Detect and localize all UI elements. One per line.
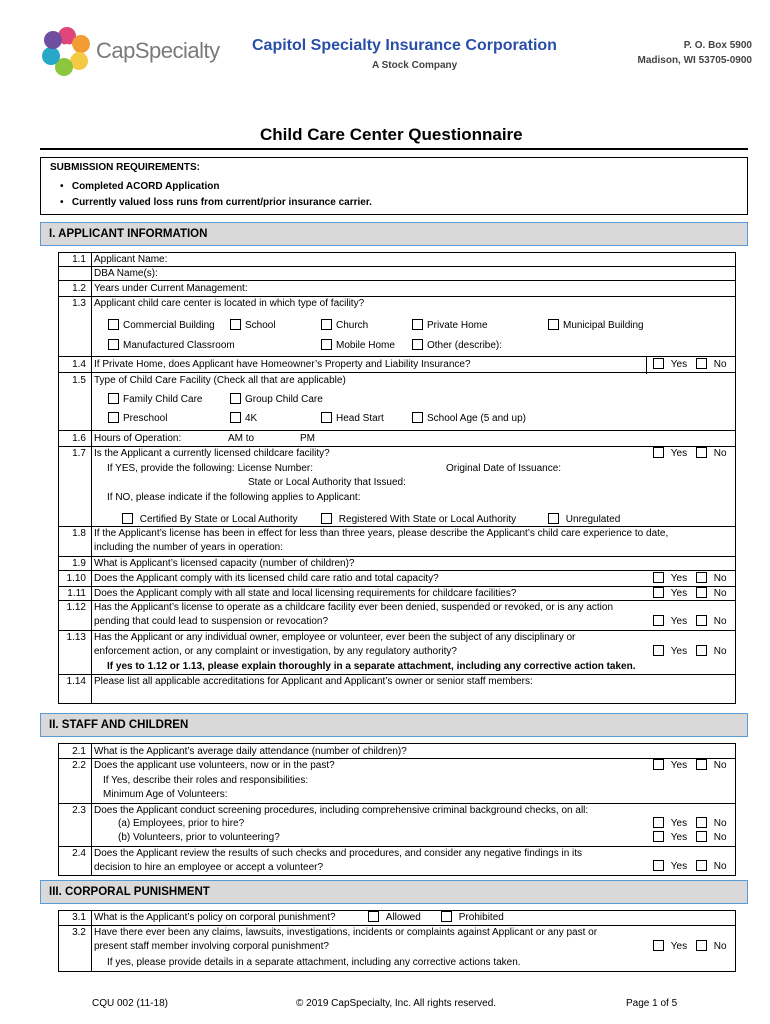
q3-2-no[interactable]: No — [696, 940, 727, 954]
facility-option[interactable]: Mobile Home — [321, 339, 395, 353]
q1-7-label: Is the Applicant a currently licensed childcare facility? — [94, 448, 330, 459]
care-type-option[interactable]: Family Child Care — [108, 393, 202, 407]
q1-10-label: Does the Applicant comply with its licensed child care ratio and total capacity? — [94, 573, 439, 584]
section-corporal-punishment: III. CORPORAL PUNISHMENT — [40, 880, 748, 904]
q2-3b-no[interactable]: No — [696, 831, 727, 845]
q1-12-yes[interactable]: Yes — [653, 615, 687, 629]
care-type-option[interactable]: Preschool — [108, 412, 167, 426]
q2-4-label: Does the Applicant review the results of such checks and procedures, and consider any negative findings in its — [94, 848, 583, 859]
if-no-label: If NO, please indicate if the following applies to Applicant: — [107, 492, 361, 503]
q1-14-label: Please list all applicable accreditations for Applicant and Applicant’s owner or senior staff members: — [94, 676, 533, 687]
dba-label: DBA Name(s): — [94, 268, 158, 279]
q2-3a-yes[interactable]: Yes — [653, 817, 687, 831]
q2-3b-yes[interactable]: Yes — [653, 831, 687, 845]
care-type-option[interactable]: School Age (5 and up) — [412, 412, 526, 426]
q1-7-yes[interactable]: Yes — [653, 447, 687, 461]
facility-option[interactable]: Other (describe): — [412, 339, 502, 353]
cert-option[interactable]: Certified By State or Local Authority — [122, 513, 298, 527]
logo-flower-icon — [42, 26, 92, 76]
q2-4-no[interactable]: No — [696, 860, 727, 874]
am-to: AM to — [228, 433, 255, 444]
checkbox[interactable] — [108, 339, 119, 350]
q1-9-label: What is Applicant’s licensed capacity (number of children)? — [94, 558, 355, 569]
checkbox[interactable] — [548, 319, 559, 330]
q1-6-label: Hours of Operation: — [94, 433, 182, 444]
q1-5-label: Type of Child Care Facility (Check all that are applicable) — [94, 375, 346, 386]
allowed-option[interactable]: Allowed — [368, 911, 421, 925]
section-staff-children: II. STAFF AND CHILDREN — [40, 713, 748, 737]
checkbox[interactable] — [412, 339, 423, 350]
q2-1-label: What is the Applicant’s average daily attendance (number of children)? — [94, 746, 407, 757]
cert-option[interactable]: Registered With State or Local Authority — [321, 513, 516, 527]
q2-3a-no[interactable]: No — [696, 817, 727, 831]
q2-3-label: Does the Applicant conduct screening procedures, including comprehensive criminal background checks, on all: — [94, 805, 589, 816]
facility-option[interactable]: School — [230, 319, 276, 333]
q1-4-yes[interactable]: Yes — [653, 358, 687, 372]
page-number: Page 1 of 5 — [626, 998, 678, 1009]
q2-2-no[interactable]: No — [696, 759, 727, 773]
q1-11-no[interactable]: No — [696, 587, 727, 601]
q1-12-no[interactable]: No — [696, 615, 727, 629]
q1-8-label: If the Applicant’s license has been in effect for less than three years, please describe the Applicant’s child care experience to date, — [94, 528, 669, 539]
checkbox[interactable] — [230, 319, 241, 330]
q3-2-label: Have there ever been any claims, lawsuits, investigations, incidents or complaints against Applicant or any past or — [94, 927, 598, 938]
original-date-label: Original Date of Issuance: — [446, 463, 562, 474]
explain-note: If yes to 1.12 or 1.13, please explain thoroughly in a separate attachment, including any corrective action taken. — [107, 661, 636, 672]
section-applicant-info: I. APPLICANT INFORMATION — [40, 222, 748, 246]
q1-10-yes[interactable]: Yes — [653, 572, 687, 586]
q1-10-no[interactable]: No — [696, 572, 727, 586]
checkbox[interactable] — [108, 319, 119, 330]
license-number-label: If YES, provide the following: License Number: — [107, 463, 314, 474]
checkbox[interactable] — [321, 319, 332, 330]
facility-option[interactable]: Manufactured Classroom — [108, 339, 235, 353]
copyright: © 2019 CapSpecialty, Inc. All rights reserved. — [296, 998, 497, 1009]
q3-2-yes[interactable]: Yes — [653, 940, 687, 954]
company-subtitle: A Stock Company — [372, 60, 458, 71]
prohibited-option[interactable]: Prohibited — [441, 911, 504, 925]
q1-4-no[interactable]: No — [696, 358, 727, 372]
q3-1-label: What is the Applicant’s policy on corporal punishment? — [94, 912, 336, 923]
facility-option[interactable]: Municipal Building — [548, 319, 644, 333]
checkbox[interactable] — [321, 339, 332, 350]
q2-2-yes[interactable]: Yes — [653, 759, 687, 773]
title-rule — [40, 148, 748, 150]
logo — [42, 26, 92, 76]
q1-13-no[interactable]: No — [696, 645, 727, 659]
checkbox[interactable] — [412, 319, 423, 330]
submission-item: • Currently valued loss runs from current/prior insurance carrier. — [60, 197, 372, 208]
q1-2-label: Years under Current Management: — [94, 283, 248, 294]
address-line-1: P. O. Box 5900 — [683, 40, 752, 51]
address-line-2: Madison, WI 53705-0900 — [637, 55, 752, 66]
q1-4-label: If Private Home, does Applicant have Homeowner’s Property and Liability Insurance? — [94, 359, 471, 370]
state-authority-label: State or Local Authority that Issued: — [248, 477, 406, 488]
form-id: CQU 002 (11-18) — [92, 998, 168, 1009]
q1-12-label: Has the Applicant’s license to operate as a childcare facility ever been denied, suspended or revoked, or is any action — [94, 602, 614, 613]
facility-option[interactable]: Church — [321, 319, 368, 333]
cert-option[interactable]: Unregulated — [548, 513, 620, 527]
submission-item: • Completed ACORD Application — [60, 181, 220, 192]
q1-13-yes[interactable]: Yes — [653, 645, 687, 659]
care-type-option[interactable]: Group Child Care — [230, 393, 323, 407]
pm: PM — [300, 433, 315, 444]
q1-13-label: Has the Applicant or any individual owner, employee or volunteer, ever been the subject of any disciplinary or — [94, 632, 576, 643]
q2-2-label: Does the applicant use volunteers, now or in the past? — [94, 760, 335, 771]
submission-heading: SUBMISSION REQUIREMENTS: — [50, 162, 201, 173]
q1-3-label: Applicant child care center is located in which type of facility? — [94, 298, 365, 309]
care-type-option[interactable]: Head Start — [321, 412, 384, 426]
facility-option[interactable]: Private Home — [412, 319, 488, 333]
page-title: Child Care Center Questionnaire — [260, 125, 523, 144]
q1-11-yes[interactable]: Yes — [653, 587, 687, 601]
logo-text: CapSpecialty — [96, 38, 220, 63]
q1-1-label: Applicant Name: — [94, 254, 168, 265]
q2-4-yes[interactable]: Yes — [653, 860, 687, 874]
q1-7-no[interactable]: No — [696, 447, 727, 461]
facility-option[interactable]: Commercial Building — [108, 319, 215, 333]
q1-11-label: Does the Applicant comply with all state and local licensing requirements for childcare facilities? — [94, 588, 517, 599]
care-type-option[interactable]: 4K — [230, 412, 257, 426]
company-name: Capitol Specialty Insurance Corporation — [252, 37, 557, 54]
